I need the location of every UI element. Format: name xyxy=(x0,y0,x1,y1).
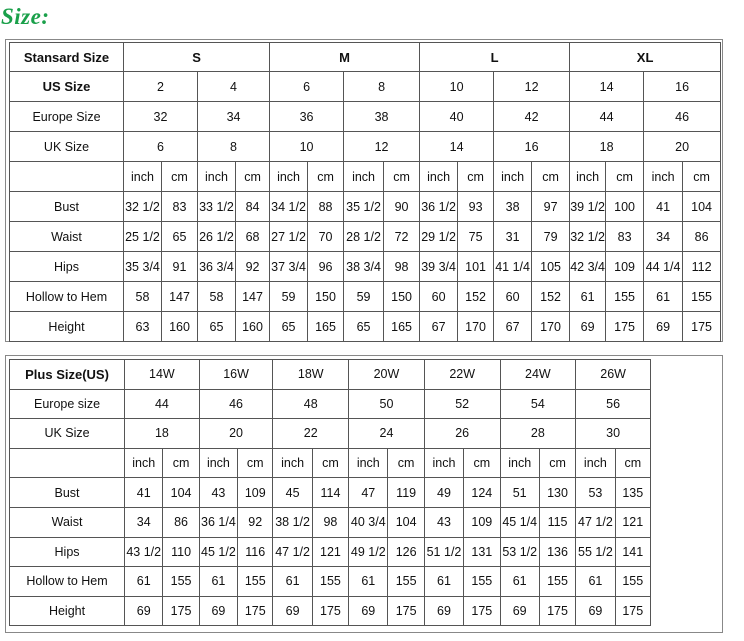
measurement-value: 119 xyxy=(388,478,424,508)
measurement-value: 175 xyxy=(539,596,575,626)
uk-size-label: UK Size xyxy=(10,132,124,162)
measurement-value: 84 xyxy=(236,192,270,222)
unit-inch-label: inch xyxy=(644,162,683,192)
plus-size-table xyxy=(9,359,651,626)
measurement-value: 93 xyxy=(458,192,494,222)
measurement-value: 41 1/4 xyxy=(494,252,532,282)
measurement-label: Hollow to Hem xyxy=(10,567,125,597)
unit-cm-label: cm xyxy=(458,162,494,192)
measurement-value: 60 xyxy=(494,282,532,312)
us-size-label: US Size xyxy=(10,72,124,102)
measurement-value: 96 xyxy=(308,252,344,282)
unit-cm-label: cm xyxy=(539,448,575,478)
measurement-label: Waist xyxy=(10,222,124,252)
measurement-value: 44 1/4 xyxy=(644,252,683,282)
measurement-value: 69 xyxy=(199,596,237,626)
measurement-value: 100 xyxy=(606,192,644,222)
unit-inch-label: inch xyxy=(199,448,237,478)
measurement-value: 110 xyxy=(163,537,199,567)
measurement-value: 65 xyxy=(198,312,236,342)
measurement-value: 175 xyxy=(683,312,721,342)
table-row xyxy=(10,72,721,102)
measurement-value: 65 xyxy=(162,222,198,252)
measurement-value: 155 xyxy=(464,567,500,597)
measurement-label: Hollow to Hem xyxy=(10,282,124,312)
measurement-value: 36 3/4 xyxy=(198,252,236,282)
uk-size-label: UK Size xyxy=(10,419,125,449)
us-size-value: 10 xyxy=(420,72,494,102)
unit-cm-label: cm xyxy=(312,448,348,478)
unit-inch-label: inch xyxy=(273,448,312,478)
plus-size-value: 14W xyxy=(125,360,200,390)
unit-inch-label: inch xyxy=(494,162,532,192)
measurement-value: 68 xyxy=(236,222,270,252)
measurement-value: 40 3/4 xyxy=(349,507,388,537)
unit-cm-label: cm xyxy=(238,448,273,478)
europe-size-value: 38 xyxy=(344,102,420,132)
measurement-value: 61 xyxy=(424,567,463,597)
measurement-label: Height xyxy=(10,312,124,342)
measurement-value: 126 xyxy=(388,537,424,567)
measurement-value: 90 xyxy=(384,192,420,222)
measurement-value: 69 xyxy=(576,596,615,626)
measurement-value: 26 1/2 xyxy=(198,222,236,252)
measurement-value: 101 xyxy=(458,252,494,282)
size-group-label: XL xyxy=(570,43,721,72)
measurement-value: 27 1/2 xyxy=(270,222,308,252)
table-row xyxy=(10,389,651,419)
measurement-value: 32 1/2 xyxy=(570,222,606,252)
us-size-value: 6 xyxy=(270,72,344,102)
measurement-value: 114 xyxy=(312,478,348,508)
measurement-value: 59 xyxy=(344,282,384,312)
measurement-value: 34 xyxy=(644,222,683,252)
measurement-value: 43 1/2 xyxy=(125,537,163,567)
table-row xyxy=(10,102,721,132)
europe-size-value: 48 xyxy=(273,389,349,419)
measurement-value: 97 xyxy=(532,192,570,222)
measurement-value: 67 xyxy=(420,312,458,342)
uk-size-value: 24 xyxy=(349,419,425,449)
unit-cm-label: cm xyxy=(163,448,199,478)
measurement-value: 170 xyxy=(458,312,494,342)
uk-size-value: 30 xyxy=(576,419,651,449)
measurement-value: 25 1/2 xyxy=(124,222,162,252)
measurement-value: 86 xyxy=(683,222,721,252)
measurement-value: 34 1/2 xyxy=(270,192,308,222)
measurement-value: 61 xyxy=(500,567,539,597)
measurement-value: 41 xyxy=(644,192,683,222)
table-row xyxy=(10,478,651,508)
measurement-value: 32 1/2 xyxy=(124,192,162,222)
measurement-value: 69 xyxy=(125,596,163,626)
measurement-value: 60 xyxy=(420,282,458,312)
measurement-value: 34 xyxy=(125,507,163,537)
measurement-value: 150 xyxy=(308,282,344,312)
measurement-value: 98 xyxy=(312,507,348,537)
measurement-value: 155 xyxy=(539,567,575,597)
measurement-value: 28 1/2 xyxy=(344,222,384,252)
table-row xyxy=(10,596,651,626)
measurement-value: 147 xyxy=(236,282,270,312)
measurement-value: 41 xyxy=(125,478,163,508)
measurement-value: 42 3/4 xyxy=(570,252,606,282)
size-group-label: S xyxy=(124,43,270,72)
unit-inch-label: inch xyxy=(125,448,163,478)
table-row xyxy=(10,567,651,597)
measurement-value: 61 xyxy=(576,567,615,597)
plus-size-value: 18W xyxy=(273,360,349,390)
plus-size-value: 24W xyxy=(500,360,576,390)
us-size-value: 14 xyxy=(570,72,644,102)
measurement-value: 38 1/2 xyxy=(273,507,312,537)
measurement-value: 130 xyxy=(539,478,575,508)
measurement-value: 83 xyxy=(162,192,198,222)
measurement-value: 53 1/2 xyxy=(500,537,539,567)
measurement-value: 165 xyxy=(384,312,420,342)
europe-size-value: 46 xyxy=(199,389,273,419)
measurement-value: 155 xyxy=(606,282,644,312)
table-row xyxy=(10,419,651,449)
measurement-value: 45 1/4 xyxy=(500,507,539,537)
measurement-value: 175 xyxy=(238,596,273,626)
uk-size-value: 6 xyxy=(124,132,198,162)
measurement-value: 121 xyxy=(312,537,348,567)
measurement-value: 69 xyxy=(349,596,388,626)
uk-size-value: 28 xyxy=(500,419,576,449)
measurement-label: Hips xyxy=(10,537,125,567)
measurement-value: 104 xyxy=(163,478,199,508)
measurement-value: 83 xyxy=(606,222,644,252)
measurement-value: 49 xyxy=(424,478,463,508)
measurement-value: 65 xyxy=(344,312,384,342)
measurement-label: Bust xyxy=(10,192,124,222)
measurement-value: 67 xyxy=(494,312,532,342)
table-row xyxy=(10,282,721,312)
table-row xyxy=(10,312,721,342)
europe-size-label: Europe size xyxy=(10,389,125,419)
measurement-value: 69 xyxy=(424,596,463,626)
europe-size-value: 36 xyxy=(270,102,344,132)
table-row xyxy=(10,162,721,192)
unit-inch-label: inch xyxy=(420,162,458,192)
table-row xyxy=(10,192,721,222)
plus-size-value: 22W xyxy=(424,360,500,390)
unit-inch-label: inch xyxy=(349,448,388,478)
unit-cm-label: cm xyxy=(606,162,644,192)
measurement-value: 69 xyxy=(644,312,683,342)
measurement-value: 37 3/4 xyxy=(270,252,308,282)
measurement-value: 39 1/2 xyxy=(570,192,606,222)
measurement-value: 43 xyxy=(424,507,463,537)
uk-size-value: 18 xyxy=(570,132,644,162)
measurement-value: 175 xyxy=(163,596,199,626)
measurement-value: 155 xyxy=(615,567,650,597)
unit-cm-label: cm xyxy=(464,448,500,478)
europe-size-value: 32 xyxy=(124,102,198,132)
table-row xyxy=(10,132,721,162)
measurement-value: 88 xyxy=(308,192,344,222)
uk-size-value: 20 xyxy=(199,419,273,449)
uk-size-value: 12 xyxy=(344,132,420,162)
uk-size-value: 8 xyxy=(198,132,270,162)
measurement-value: 61 xyxy=(570,282,606,312)
measurement-value: 31 xyxy=(494,222,532,252)
measurement-value: 175 xyxy=(388,596,424,626)
measurement-value: 152 xyxy=(458,282,494,312)
plus-size-value: 20W xyxy=(349,360,425,390)
measurement-value: 104 xyxy=(683,192,721,222)
uk-size-value: 20 xyxy=(644,132,721,162)
europe-size-value: 42 xyxy=(494,102,570,132)
measurement-value: 116 xyxy=(238,537,273,567)
measurement-value: 61 xyxy=(273,567,312,597)
measurement-value: 160 xyxy=(162,312,198,342)
europe-size-value: 56 xyxy=(576,389,651,419)
unit-cm-label: cm xyxy=(384,162,420,192)
measurement-value: 165 xyxy=(308,312,344,342)
unit-corner-cell xyxy=(10,448,125,478)
europe-size-value: 44 xyxy=(570,102,644,132)
measurement-value: 69 xyxy=(500,596,539,626)
table-row xyxy=(10,252,721,282)
measurement-value: 147 xyxy=(162,282,198,312)
measurement-value: 124 xyxy=(464,478,500,508)
measurement-value: 69 xyxy=(570,312,606,342)
measurement-value: 61 xyxy=(349,567,388,597)
uk-size-value: 10 xyxy=(270,132,344,162)
unit-cm-label: cm xyxy=(388,448,424,478)
us-size-value: 2 xyxy=(124,72,198,102)
measurement-value: 160 xyxy=(236,312,270,342)
us-size-value: 16 xyxy=(644,72,721,102)
measurement-value: 45 xyxy=(273,478,312,508)
measurement-value: 70 xyxy=(308,222,344,252)
unit-inch-label: inch xyxy=(424,448,463,478)
unit-inch-label: inch xyxy=(124,162,162,192)
measurement-value: 98 xyxy=(384,252,420,282)
europe-size-value: 50 xyxy=(349,389,425,419)
europe-size-value: 52 xyxy=(424,389,500,419)
measurement-value: 69 xyxy=(273,596,312,626)
measurement-value: 39 3/4 xyxy=(420,252,458,282)
measurement-value: 175 xyxy=(606,312,644,342)
unit-cm-label: cm xyxy=(532,162,570,192)
measurement-value: 72 xyxy=(384,222,420,252)
measurement-value: 175 xyxy=(312,596,348,626)
measurement-value: 36 1/4 xyxy=(199,507,237,537)
measurement-value: 150 xyxy=(384,282,420,312)
measurement-value: 155 xyxy=(683,282,721,312)
measurement-label: Waist xyxy=(10,507,125,537)
measurement-value: 38 3/4 xyxy=(344,252,384,282)
measurement-value: 155 xyxy=(238,567,273,597)
measurement-value: 75 xyxy=(458,222,494,252)
size-group-label: L xyxy=(420,43,570,72)
measurement-value: 155 xyxy=(312,567,348,597)
measurement-value: 43 xyxy=(199,478,237,508)
unit-inch-label: inch xyxy=(344,162,384,192)
plus-size-header: Plus Size(US) xyxy=(10,360,125,390)
measurement-label: Height xyxy=(10,596,125,626)
measurement-value: 61 xyxy=(199,567,237,597)
measurement-value: 105 xyxy=(532,252,570,282)
measurement-value: 61 xyxy=(125,567,163,597)
measurement-value: 58 xyxy=(124,282,162,312)
measurement-value: 86 xyxy=(163,507,199,537)
unit-inch-label: inch xyxy=(198,162,236,192)
measurement-value: 65 xyxy=(270,312,308,342)
measurement-value: 53 xyxy=(576,478,615,508)
measurement-value: 45 1/2 xyxy=(199,537,237,567)
unit-inch-label: inch xyxy=(576,448,615,478)
uk-size-value: 18 xyxy=(125,419,200,449)
uk-size-value: 14 xyxy=(420,132,494,162)
measurement-value: 38 xyxy=(494,192,532,222)
measurement-value: 121 xyxy=(615,507,650,537)
measurement-value: 51 xyxy=(500,478,539,508)
standard-size-table xyxy=(9,42,721,342)
measurement-value: 59 xyxy=(270,282,308,312)
measurement-value: 155 xyxy=(388,567,424,597)
uk-size-value: 26 xyxy=(424,419,500,449)
measurement-value: 36 1/2 xyxy=(420,192,458,222)
europe-size-value: 46 xyxy=(644,102,721,132)
unit-cm-label: cm xyxy=(615,448,650,478)
measurement-value: 136 xyxy=(539,537,575,567)
measurement-value: 175 xyxy=(464,596,500,626)
measurement-value: 109 xyxy=(464,507,500,537)
table-row xyxy=(10,222,721,252)
table-row xyxy=(10,507,651,537)
measurement-value: 109 xyxy=(606,252,644,282)
page-title: Size: xyxy=(1,4,50,29)
measurement-label: Hips xyxy=(10,252,124,282)
measurement-value: 92 xyxy=(238,507,273,537)
table-row xyxy=(10,537,651,567)
europe-size-value: 44 xyxy=(125,389,200,419)
measurement-value: 109 xyxy=(238,478,273,508)
unit-cm-label: cm xyxy=(162,162,198,192)
measurement-value: 79 xyxy=(532,222,570,252)
standard-size-header: Stansard Size xyxy=(10,43,124,72)
measurement-value: 35 3/4 xyxy=(124,252,162,282)
measurement-value: 155 xyxy=(163,567,199,597)
measurement-value: 141 xyxy=(615,537,650,567)
measurement-value: 55 1/2 xyxy=(576,537,615,567)
unit-cm-label: cm xyxy=(683,162,721,192)
table-row xyxy=(10,448,651,478)
size-group-label: M xyxy=(270,43,420,72)
unit-inch-label: inch xyxy=(500,448,539,478)
measurement-value: 152 xyxy=(532,282,570,312)
us-size-value: 12 xyxy=(494,72,570,102)
measurement-value: 51 1/2 xyxy=(424,537,463,567)
measurement-value: 47 1/2 xyxy=(273,537,312,567)
unit-cm-label: cm xyxy=(236,162,270,192)
measurement-value: 91 xyxy=(162,252,198,282)
europe-size-value: 54 xyxy=(500,389,576,419)
unit-corner-cell xyxy=(10,162,124,192)
measurement-value: 104 xyxy=(388,507,424,537)
table-row xyxy=(10,360,651,390)
measurement-value: 35 1/2 xyxy=(344,192,384,222)
us-size-value: 4 xyxy=(198,72,270,102)
measurement-value: 33 1/2 xyxy=(198,192,236,222)
us-size-value: 8 xyxy=(344,72,420,102)
uk-size-value: 16 xyxy=(494,132,570,162)
measurement-value: 29 1/2 xyxy=(420,222,458,252)
measurement-value: 47 1/2 xyxy=(576,507,615,537)
table-row xyxy=(10,43,721,72)
plus-size-value: 26W xyxy=(576,360,651,390)
europe-size-value: 40 xyxy=(420,102,494,132)
europe-size-label: Europe Size xyxy=(10,102,124,132)
measurement-value: 63 xyxy=(124,312,162,342)
measurement-label: Bust xyxy=(10,478,125,508)
measurement-value: 131 xyxy=(464,537,500,567)
measurement-value: 170 xyxy=(532,312,570,342)
measurement-value: 115 xyxy=(539,507,575,537)
unit-inch-label: inch xyxy=(570,162,606,192)
unit-inch-label: inch xyxy=(270,162,308,192)
unit-cm-label: cm xyxy=(308,162,344,192)
uk-size-value: 22 xyxy=(273,419,349,449)
measurement-value: 61 xyxy=(644,282,683,312)
measurement-value: 112 xyxy=(683,252,721,282)
measurement-value: 58 xyxy=(198,282,236,312)
measurement-value: 135 xyxy=(615,478,650,508)
measurement-value: 92 xyxy=(236,252,270,282)
europe-size-value: 34 xyxy=(198,102,270,132)
plus-size-value: 16W xyxy=(199,360,273,390)
measurement-value: 49 1/2 xyxy=(349,537,388,567)
measurement-value: 175 xyxy=(615,596,650,626)
measurement-value: 47 xyxy=(349,478,388,508)
